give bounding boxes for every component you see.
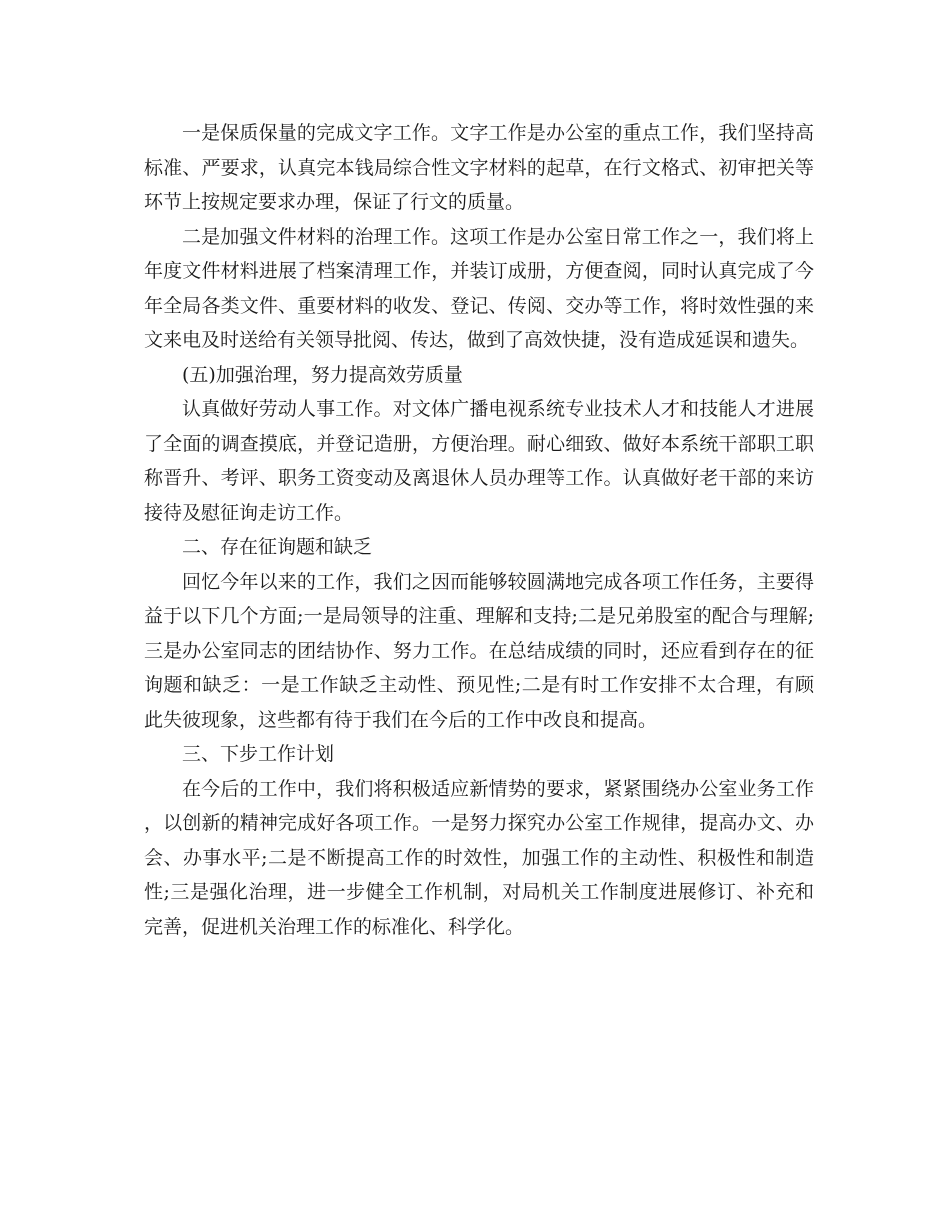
section-heading-plan: 三、下步工作计划 bbox=[182, 743, 335, 765]
paragraph-personnel-work: 认真做好劳动人事工作。对文体广播电视系统专业技术人才和技能人才进展了全面的调查摸底，并登记造册，方便治理。耐心细致、做好本系统干部职工职称晋升、考评、职务工资变动及离退休人员办理等工作。认真做好老干部的来访接待及慰征询走访工作。 bbox=[144, 398, 814, 524]
document-body bbox=[144, 116, 814, 944]
paragraph-future-work: 在今后的工作中，我们将积极适应新情势的要求，紧紧围绕办公室业务工作，以创新的精神完成好各项工作。一是努力探究办公室工作规律，提高办文、办会、办事水平;二是不断提高工作的时效性，加强工作的主动性、积极性和制造性;三是强化治理，进一步健全工作机制，对局机关工作制度进展修订、补充和完善，促进机关治理工作的标准化、科学化。 bbox=[144, 777, 814, 938]
paragraph-text-work: 一是保质保量的完成文字工作。文字工作是办公室的重点工作，我们坚持高标准、严要求，认真完本钱局综合性文字材料的起草，在行文格式、初审把关等环节上按规定要求办理，保证了行文的质量。 bbox=[144, 122, 814, 213]
section-heading-problems: 二、存在征询题和缺乏 bbox=[182, 536, 373, 558]
paragraph-review: 回忆今年以来的工作，我们之因而能够较圆满地完成各项工作任务，主要得益于以下几个方面;一是局领导的注重、理解和支持;二是兄弟股室的配合与理解;三是办公室同志的团结协作、努力工作。在总结成绩的同时，还应看到存在的征询题和缺乏：一是工作缺乏主动性、预见性;二是有时工作安排不太合理，有顾此失彼现象，这些都有待于我们在今后的工作中改良和提高。 bbox=[144, 570, 814, 731]
paragraph-file-management: 二是加强文件材料的治理工作。这项工作是办公室日常工作之一，我们将上年度文件材料进展了档案清理工作，并装订成册，方便查阅，同时认真完成了今年全局各类文件、重要材料的收发、登记、传阅、交办等工作，将时效性强的来文来电及时送给有关领导批阅、传达，做到了高效快捷，没有造成延误和遗失。 bbox=[144, 225, 814, 351]
section-heading-management: (五)加强治理，努力提高效劳质量 bbox=[182, 363, 463, 386]
